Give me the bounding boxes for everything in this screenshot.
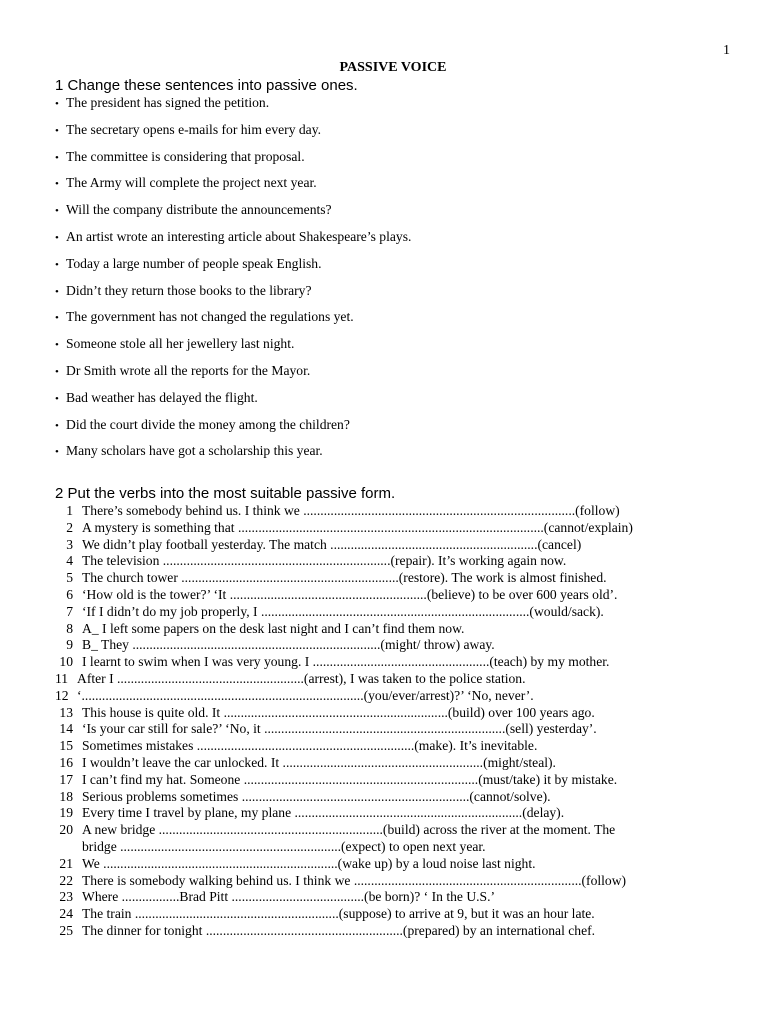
- page-title: PASSIVE VOICE: [339, 60, 447, 75]
- item-sentence: I wouldn’t leave the car unlocked. It ...........................................................(might/steal).: [82, 754, 556, 770]
- exercise-1-item: [55, 175, 411, 202]
- item-number: 17: [59, 771, 73, 787]
- exercise-1-list: [55, 95, 411, 470]
- exercise-1-item: [55, 229, 411, 256]
- item-number: 25: [59, 922, 73, 938]
- item-sentence: After I .......................................................(arrest), I was taken to the police station.: [77, 670, 526, 686]
- exercise-1-item: [55, 309, 411, 336]
- bullet-icon: •: [55, 258, 59, 271]
- item-sentence: Serious problems sometimes ...................................................................(cannot/solve).: [82, 788, 551, 804]
- item-number: 15: [59, 738, 73, 754]
- item-sentence: ‘If I didn’t do my job properly, I ...............................................................................(would/sack).: [82, 603, 604, 619]
- item-sentence: A new bridge ..................................................................(build) across the river at the moment. The: [82, 822, 616, 838]
- item-number: 23: [59, 889, 73, 905]
- exercise-1-sentence: Someone stole all her jewellery last night.: [66, 336, 295, 352]
- item-number: 16: [59, 754, 73, 770]
- item-number: 18: [59, 788, 73, 804]
- item-sentence: I can’t find my hat. Someone .....................................................................(must/take) it by mistake.: [82, 771, 618, 787]
- bullet-icon: •: [55, 339, 59, 352]
- exercise-1-item: [55, 363, 411, 390]
- item-number: 5: [66, 570, 73, 586]
- item-sentence: ‘Is your car still for sale?’ ‘No, it .......................................................................(sell) yesterday’.: [82, 721, 597, 737]
- item-number: 1: [66, 503, 73, 518]
- exercise-1-item: [55, 417, 411, 444]
- bullet-icon: •: [55, 285, 59, 298]
- item-sentence: ‘How old is the tower?’ ‘It ..........................................................(believe) to be over 600 years old’.: [82, 586, 618, 602]
- item-number: 21: [59, 855, 73, 871]
- exercise-1-item: [55, 443, 411, 470]
- bullet-icon: •: [55, 231, 59, 244]
- bullet-icon: •: [55, 312, 59, 325]
- exercise-1-item: [55, 283, 411, 310]
- exercise-1-sentence: Today a large number of people speak English.: [66, 255, 322, 271]
- item-number: 2: [66, 519, 73, 535]
- exercise-1-sentence: The president has signed the petition.: [66, 95, 270, 110]
- item-sentence: B_ They .........................................................................(might/ throw) away.: [82, 637, 495, 653]
- item-sentence: I learnt to swim when I was very young. I ....................................................(teach) by my mother.: [82, 654, 610, 670]
- item-number: 11: [55, 670, 69, 686]
- item-number: 20: [59, 822, 73, 838]
- exercise-1-sentence: The government has not changed the regulations yet.: [66, 309, 354, 325]
- item-sentence: We didn’t play football yesterday. The match .............................................................(cancel): [82, 536, 582, 552]
- item-number: 12: [55, 687, 69, 703]
- item-sentence: The train ............................................................(suppose) to arrive at 9, but it was an hour late.: [82, 906, 595, 922]
- bullet-icon: •: [55, 392, 59, 405]
- item-sentence: This house is quite old. It ..................................................................(build) over 100 years ago.: [82, 704, 595, 720]
- exercise-1-item: [55, 256, 411, 283]
- item-sentence: Sometimes mistakes ................................................................(make). It’s inevitable.: [82, 738, 538, 754]
- exercise-1-heading: 1 Change these sentences into passive ones.: [55, 77, 358, 94]
- exercise-1-item: [55, 122, 411, 149]
- exercise-1-sentence: The secretary opens e-mails for him every day.: [66, 121, 322, 137]
- item-number: 24: [59, 906, 73, 922]
- item-sentence-continuation: bridge .................................................................(expect) to open next year.: [82, 838, 486, 854]
- bullet-icon: •: [55, 365, 59, 378]
- exercise-1-sentence: Bad weather has delayed the flight.: [66, 389, 258, 405]
- item-number: 22: [59, 872, 73, 888]
- exercise-1-sentence: An artist wrote an interesting article about Shakespeare’s plays.: [66, 228, 412, 244]
- item-sentence: We .....................................................................(wake up) by a loud noise last night.: [82, 855, 536, 871]
- bullet-icon: •: [55, 446, 59, 459]
- item-number: 13: [59, 704, 73, 720]
- page-number: 1: [723, 43, 730, 58]
- item-sentence: The television ...................................................................(repair). It’s working again now.: [82, 553, 567, 569]
- exercise-1-item: [55, 202, 411, 229]
- item-number: 6: [66, 586, 73, 602]
- bullet-icon: •: [55, 178, 59, 191]
- bullet-icon: •: [55, 98, 59, 110]
- item-sentence: The dinner for tonight ..........................................................(prepared) by an international chef.: [82, 922, 596, 938]
- exercise-1-sentence: Didn’t they return those books to the library?: [66, 282, 312, 298]
- exercise-1-item: [55, 390, 411, 417]
- exercise-1-sentence: The committee is considering that proposal.: [66, 148, 305, 164]
- exercise-1-sentence: Did the court divide the money among the children?: [66, 416, 350, 432]
- item-sentence: Where .................Brad Pitt .......................................(be born)? ‘ In the U.S.’: [82, 889, 496, 905]
- item-number: 14: [59, 721, 73, 737]
- item-number: 7: [66, 603, 73, 619]
- item-number: 8: [66, 620, 73, 636]
- exercise-1-sentence: Dr Smith wrote all the reports for the Mayor.: [66, 362, 311, 378]
- exercise-1-sentence: Many scholars have got a scholarship this year.: [66, 443, 323, 459]
- bullet-icon: •: [55, 205, 59, 218]
- exercise-1-sentence: The Army will complete the project next year.: [66, 175, 317, 191]
- bullet-icon: •: [55, 151, 59, 164]
- exercise-2-heading: 2 Put the verbs into the most suitable passive form.: [55, 485, 396, 502]
- item-number: 3: [66, 536, 73, 552]
- item-sentence: Every time I travel by plane, my plane ...................................................................(delay).: [82, 805, 565, 821]
- item-number: 19: [59, 805, 73, 821]
- exercise-1-item: [55, 95, 411, 122]
- item-sentence: ‘...................................................................................(you/ever/arrest)?’ ‘No, never’.: [77, 687, 534, 703]
- item-sentence: A mystery is something that ..........................................................................................(cannot/explain): [82, 519, 633, 535]
- exercise-1-sentence: Will the company distribute the announcements?: [66, 202, 332, 218]
- bullet-icon: •: [55, 124, 59, 137]
- exercise-1-item: [55, 149, 411, 176]
- item-sentence: There’s somebody behind us. I think we ................................................................................(follow): [82, 503, 620, 518]
- item-number: 9: [66, 637, 73, 653]
- item-sentence: The church tower ................................................................(restore). The work is almost finished.: [82, 570, 607, 586]
- item-number: 4: [66, 553, 73, 569]
- bullet-icon: •: [55, 419, 59, 432]
- exercise-1-item: [55, 336, 411, 363]
- item-sentence: There is somebody walking behind us. I think we ...................................................................(follow): [82, 872, 627, 888]
- item-sentence: A_ I left some papers on the desk last night and I can’t find them now.: [82, 620, 465, 636]
- item-number: 10: [59, 654, 73, 670]
